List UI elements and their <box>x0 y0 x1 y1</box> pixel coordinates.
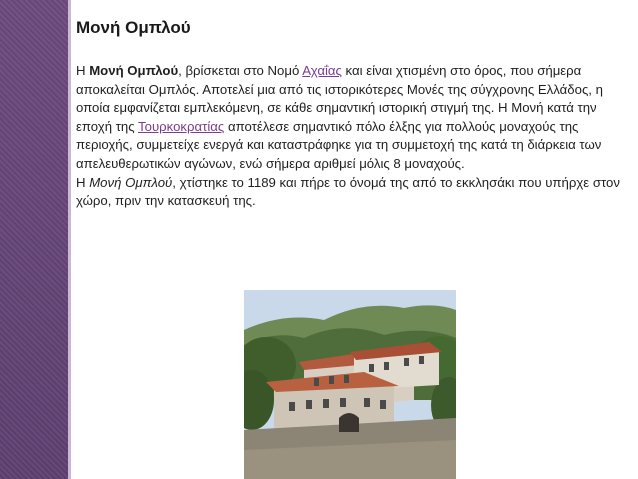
gate <box>339 413 359 432</box>
paragraph-history <box>76 174 628 211</box>
monastery-illustration <box>244 290 456 479</box>
text-span: , βρίσκεται στο Νομό <box>178 63 303 78</box>
text-span: αποτέλεσε σημαντικό πόλο έλξης για πολλούς μοναχούς της περιοχής, συμμετείχε ενεργά και καταστράφηκε για τη συμμετοχή της κατά τη διάρκεια των απελευθερωτικών αγώνων, ενώ σήμερα αριθμεί μόλις 8 μοναχούς. <box>76 118 602 171</box>
link-tourkokratia[interactable]: Τουρκοκρατίας <box>138 118 225 134</box>
paragraph-intro <box>76 62 628 174</box>
side-band-divider <box>68 0 71 479</box>
text-span: και είναι χτισμένη στο όρος, που σήμερα αποκαλείται Ομπλός. Αποτελεί μια από τις ιστορικότερες Μονές της σύγχρονης Ελλάδος, η οποία εμφανίζεται εμπλεκόμενη, σε κάθε σημαντική ιστορική στιγμή της. Η Μονή κατά την εποχή της <box>76 63 603 134</box>
text-span: Η <box>76 63 90 78</box>
slide-title: Μονή Ομπλού <box>76 18 191 37</box>
body-text <box>76 62 628 211</box>
text-span: , χτίστηκε το 1189 και πήρε το όνομά της από το εκκλησάκι που υπήρχε στον χώρο, πριν την κατασκευή της. <box>76 174 620 209</box>
monastery-photo <box>244 290 456 479</box>
link-achaia[interactable]: Αχαΐας <box>302 63 342 78</box>
monastery-name-bold: Μονή Ομπλού <box>89 63 179 78</box>
text-span: Η <box>76 174 90 190</box>
decorative-side-band <box>0 0 68 479</box>
monastery-name-italic: Μονή Ομπλού <box>89 174 173 190</box>
